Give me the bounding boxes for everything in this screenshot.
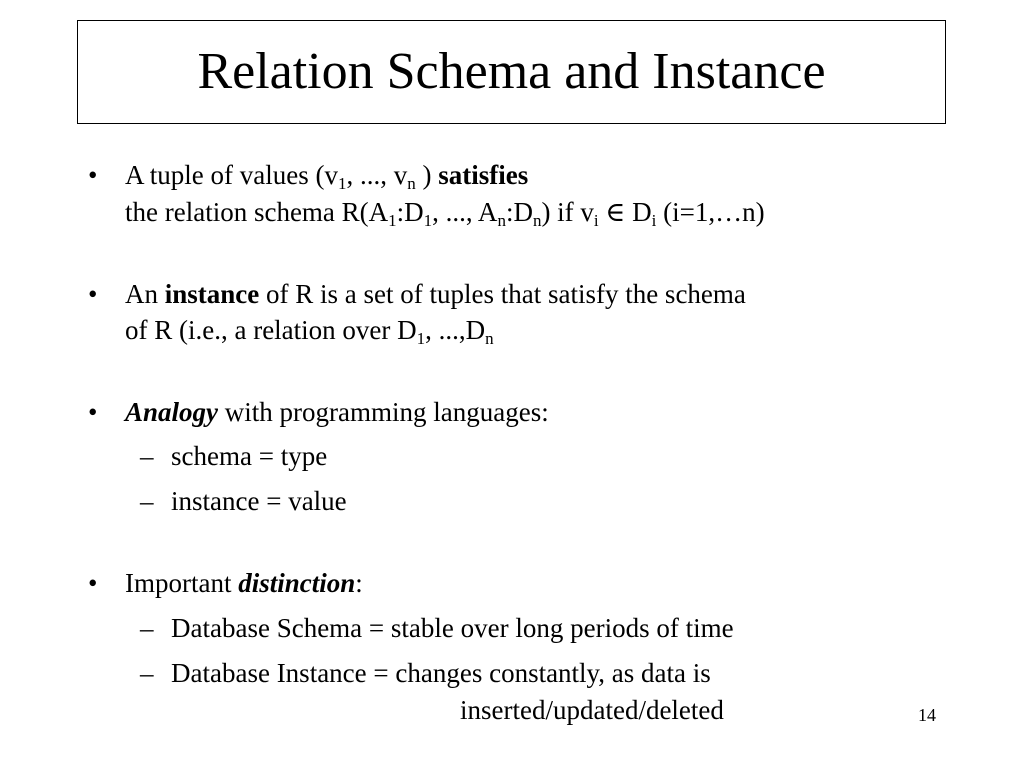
bullet-marker: • [88,279,98,309]
bullet-marker: • [88,568,98,598]
bullet-2-line-1: An instance of R is a set of tuples that satisfy the schema [125,279,746,309]
bullet-2-line-2: of R (i.e., a relation over $D_1$, $...,D_n$ [125,315,494,348]
bullet-3-sub-1: schema = type [171,441,328,471]
bullet-4-sub-1: Database Schema = stable over long periods of time [171,613,734,643]
bullet-3-line-1: Analogy with programming languages: [125,397,549,427]
satisfies-term: satisfies [438,160,529,190]
bullet-3-sub-2: instance = value [171,486,347,516]
dash-marker: – [140,486,154,516]
bullet-4-line-1: Important distinction: [125,568,363,598]
distinction-term: distinction [238,568,356,598]
dash-marker: – [140,658,154,688]
bullet-marker: • [88,160,98,190]
bullet-1-line-1: A tuple of values ($v_1$, ..., $v_n$ ) satisfies [125,160,529,193]
analogy-term: Analogy [125,397,219,427]
bullet-marker: • [88,397,98,427]
dash-marker: – [140,441,154,471]
dash-marker: – [140,613,154,643]
instance-term: instance [164,279,260,309]
title-box [77,20,946,124]
slide-title: Relation Schema and Instance [197,43,826,100]
bullet-4-sub-2: Database Instance = changes constantly, as data is [171,658,711,688]
bullet-1-line-2: the relation schema $R(A_1:D_1$, ..., $A_n:D_n$) if $v_i$ ∈ $D_i$ (i=1,…n) [125,197,765,230]
page-number: 14 [918,705,936,725]
bullet-4-sub-2-continuation: inserted/updated/deleted [460,695,724,725]
